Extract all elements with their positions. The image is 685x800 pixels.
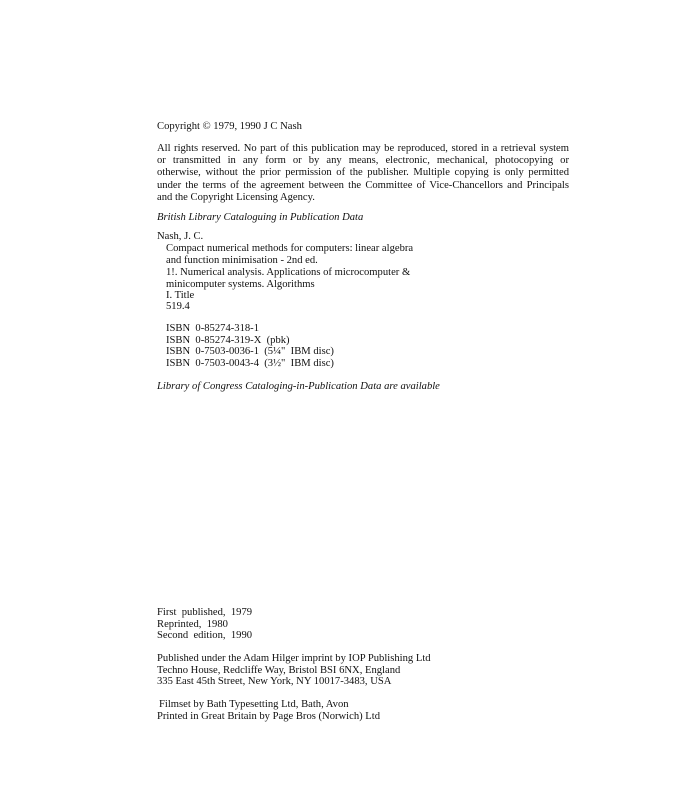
copyright-line: Copyright © 1979, 1990 J C Nash <box>157 121 302 132</box>
rights-line-1: All rights reserved. No part of this publication may be reproduced, stored in a retrieval system <box>157 143 569 154</box>
bl-author: Nash, J. C. <box>157 231 204 242</box>
rights-line-5: and the Copyright Licensing Agency. <box>157 191 315 203</box>
rights-line-3: otherwise, without the prior permission of the publisher. Multiple copying is only permitted <box>157 167 569 179</box>
history-first-published: First published, 1979 <box>157 607 253 618</box>
rights-paragraph <box>157 143 569 204</box>
printer-line-1: Filmset by Bath Typesetting Ltd, Bath, Avon <box>159 699 349 710</box>
bl-title-line-2: and function minimisation - 2nd ed. <box>166 255 318 266</box>
bl-subject-line-2: minicomputer systems. Algorithms <box>166 279 315 290</box>
isbn-2: ISBN 0-85274-319-X (pbk) <box>166 335 290 346</box>
isbn-4: ISBN 0-7503-0043-4 (3½" IBM disc) <box>166 358 334 369</box>
printer-line-2: Printed in Great Britain by Page Bros (Norwich) Ltd <box>157 711 381 722</box>
publisher-line-1: Published under the Adam Hilger imprint by IOP Publishing Ltd <box>157 653 431 664</box>
bl-title-line-1: Compact numerical methods for computers: linear algebra <box>166 243 414 254</box>
publisher-line-3: 335 East 45th Street, New York, NY 10017-3483, USA <box>157 676 392 687</box>
isbn-1: ISBN 0-85274-318-1 <box>166 323 259 334</box>
rights-line-4: under the terms of the agreement between the Committee of Vice-Chancellors and Principals <box>157 179 569 191</box>
rights-line-2: or transmitted in any form or by any means, electronic, mechanical, photocopying or <box>157 155 569 167</box>
publisher-line-2: Techno House, Redcliffe Way, Bristol BSI 6NX, England <box>157 665 401 676</box>
history-second-edition: Second edition, 1990 <box>157 630 253 641</box>
bl-subject-line-1: 1!. Numerical analysis. Applications of microcomputer & <box>166 267 411 278</box>
isbn-3: ISBN 0-7503-0036-1 (5¼" IBM disc) <box>166 346 334 357</box>
loc-cataloging-note: Library of Congress Cataloging-in-Publication Data are available <box>157 381 440 392</box>
bl-classification: 519.4 <box>166 301 190 312</box>
history-reprinted: Reprinted, 1980 <box>157 619 228 630</box>
bl-series: I. Title <box>166 290 195 301</box>
bl-cataloguing-heading: British Library Cataloguing in Publication Data <box>157 212 364 223</box>
